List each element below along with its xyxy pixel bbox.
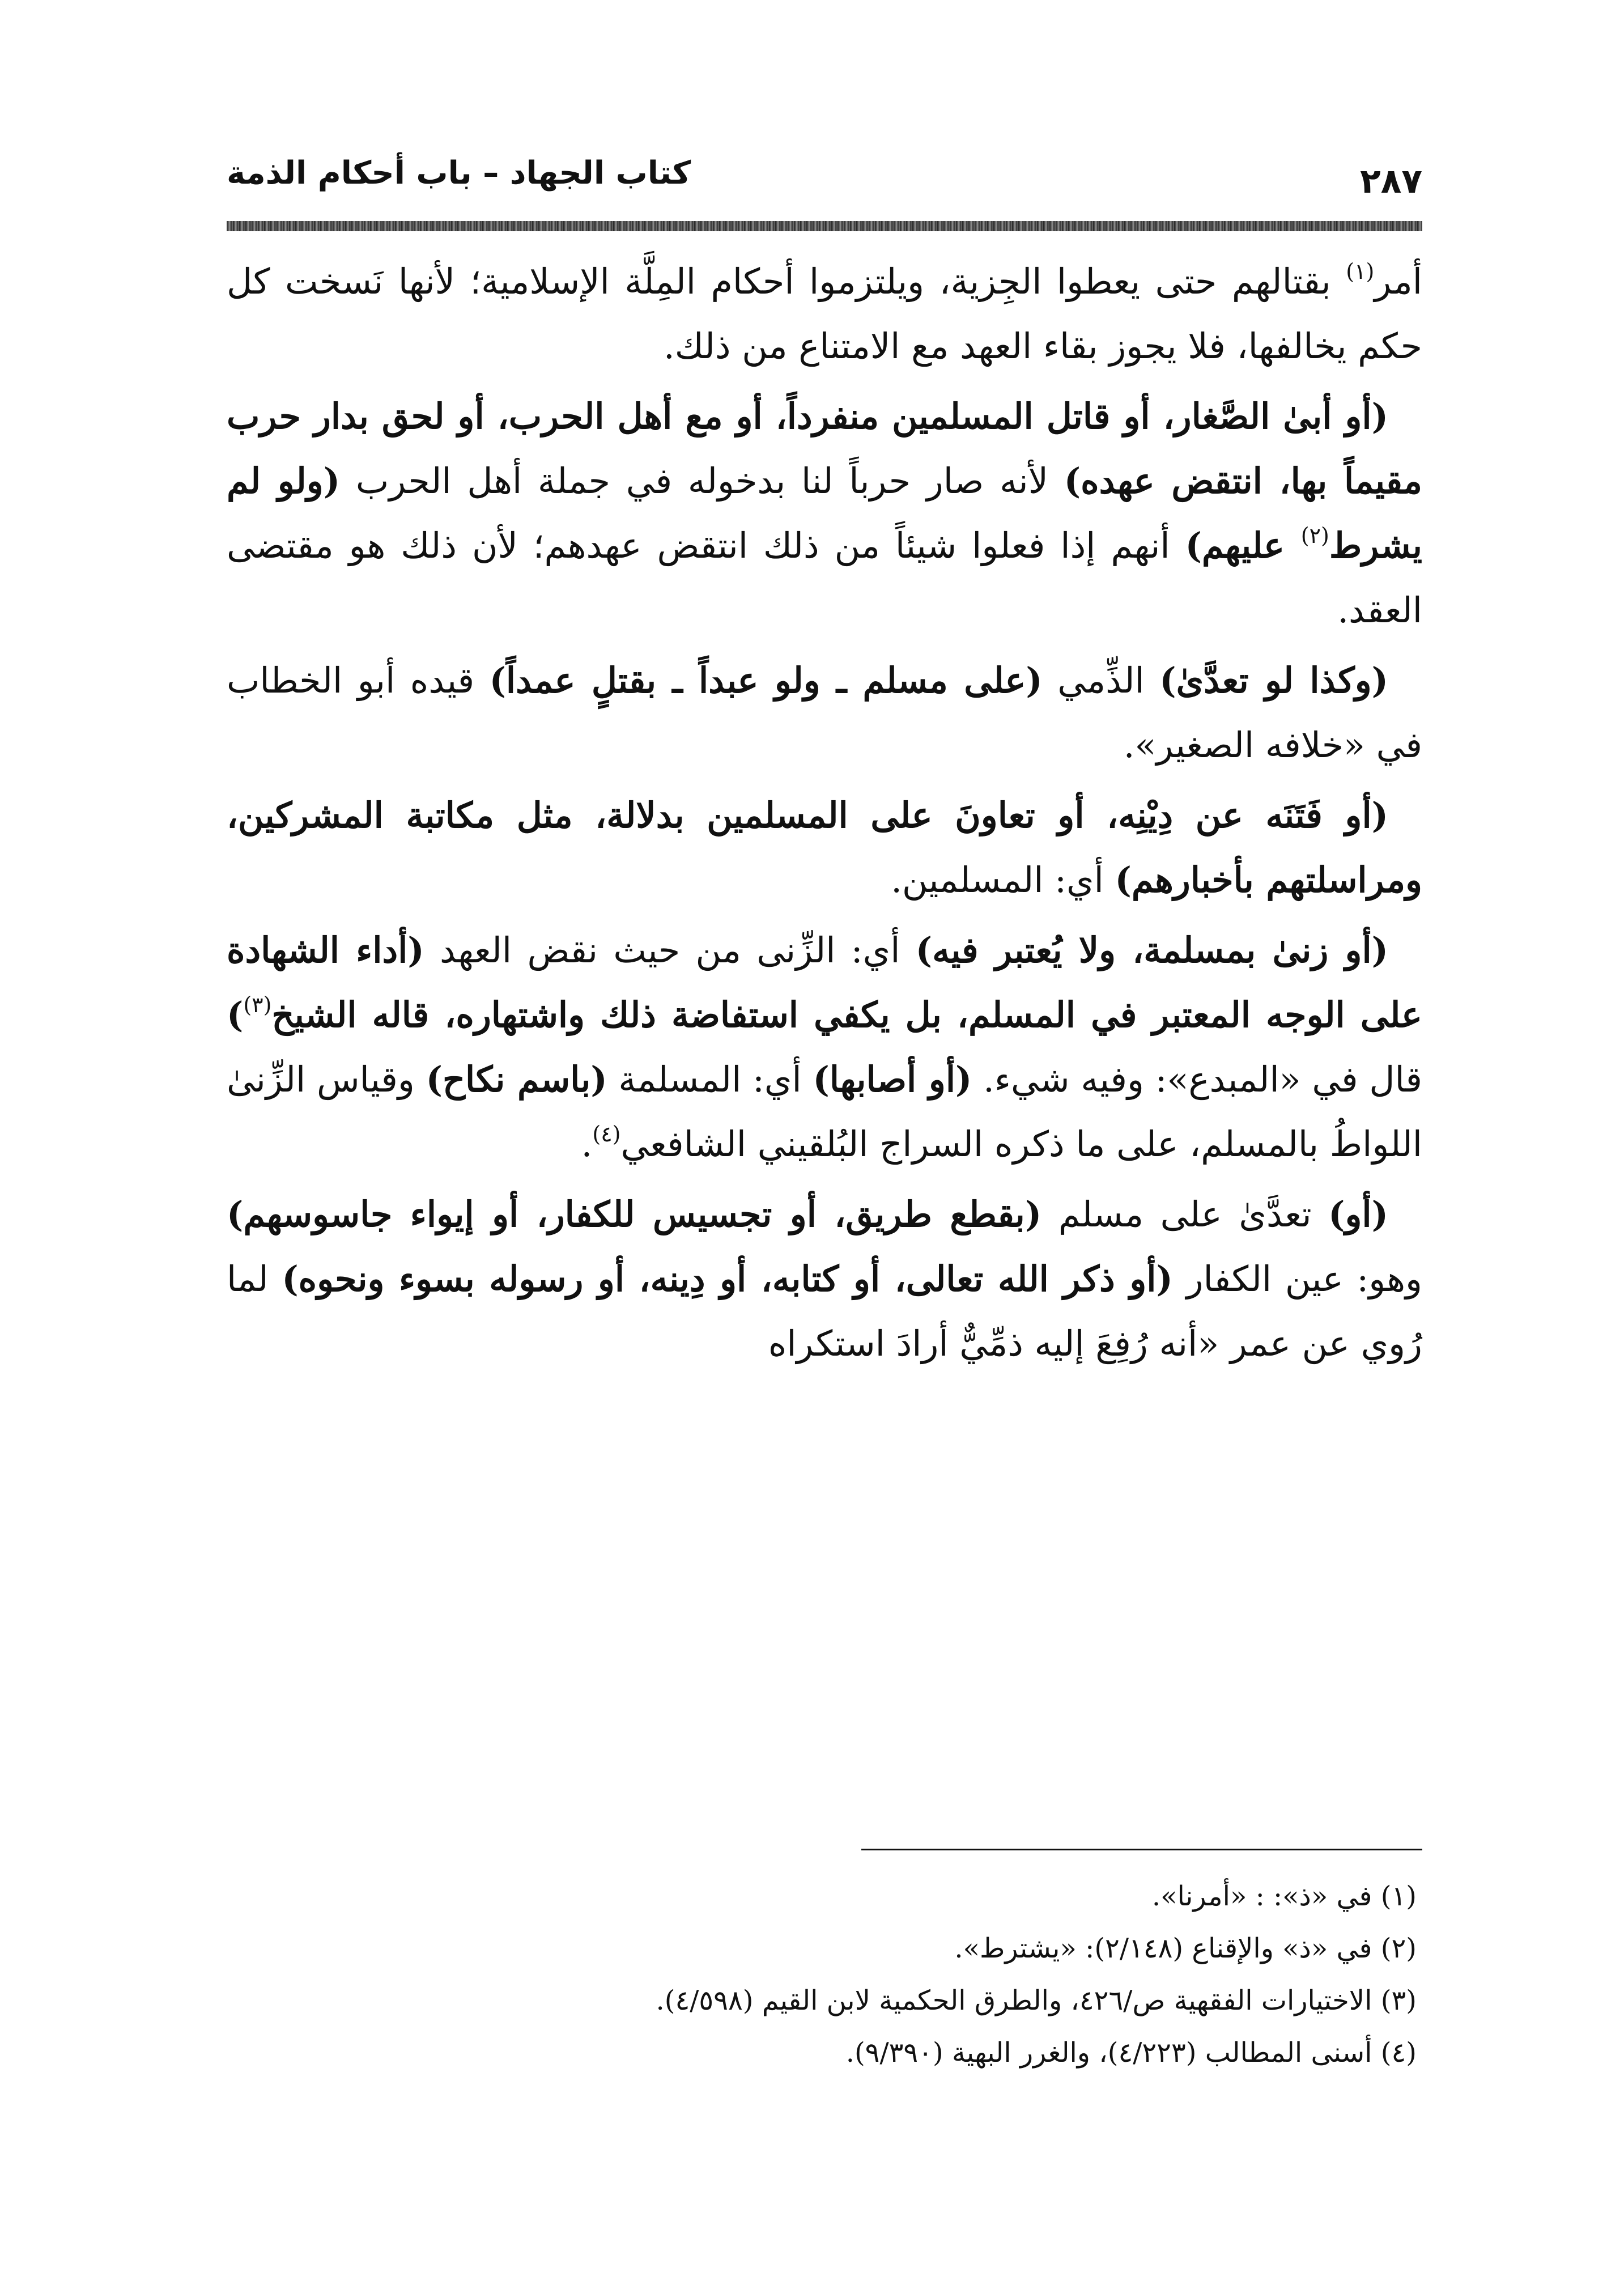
matn-text: (أو زنىٰ بمسلمة، ولا يُعتبر فيه) <box>915 929 1389 971</box>
running-title: كتاب الجهاد – باب أحكام الذمة <box>227 155 691 192</box>
text-run: أي: المسلمين. <box>891 859 1115 901</box>
text-run: أمر <box>1374 261 1422 302</box>
matn-text: (أو أبىٰ الصَّغار، أو قاتل المسلمين منفرداً، أو مع أهل الحرب، أو لحق بدار حرب مقيماً بها، انتقض عهده) <box>227 396 1422 502</box>
footnote-ref-4: (٤) <box>592 1122 621 1146</box>
text-run: لأنه صار حرباً لنا بدخوله في جملة أهل الحرب <box>340 460 1064 502</box>
paragraph-6 <box>227 1182 1422 1376</box>
main-text <box>227 249 1422 1376</box>
text-run: أنهم إذا فعلوا شيئاً من ذلك انتقض عهدهم؛ لأن ذلك هو مقتضى العقد. <box>227 525 1422 631</box>
paragraph-4 <box>227 783 1422 912</box>
paragraph-2 <box>227 384 1422 643</box>
matn-text: (على مسلم ـ ولو عبداً ـ بقتلٍ عمداً) <box>489 660 1043 701</box>
matn-text: (بقطع طريق، أو تجسيس للكفار، أو إيواء جاسوسهم) <box>227 1194 1042 1235</box>
text-run: وقياس الزِّنىٰ اللواطُ بالمسلم، على ما ذكره السراج البُلقيني الشافعي <box>227 1059 1422 1165</box>
matn-text: ) <box>227 994 244 1035</box>
matn-text: (وكذا لو تعدَّىٰ) <box>1159 660 1388 701</box>
text-run: وهو: عين الكفار <box>1172 1258 1422 1300</box>
text-run: قيده أبو الخطاب في «خلافه الصغير». <box>227 660 1422 766</box>
text-run: الذِّمي <box>1042 660 1160 701</box>
matn-text: عليهم) <box>1185 525 1301 566</box>
footnote-1: (١) في «ذ»: : «أمرنا». <box>1151 1880 1417 1912</box>
matn-text: (أو فَتَنَه عن دِيْنِه، أو تعاونَ على المسلمين بدلالة، مثل مكاتبة المشركين، ومراسلتهم بأخبارهم) <box>227 795 1422 901</box>
page-header <box>227 145 1422 213</box>
footnote-2: (٢) في «ذ» والإقناع (٢/١٤٨): «يشترط». <box>954 1933 1417 1964</box>
footnote-separator <box>861 1849 1422 1850</box>
text-run: تعدَّىٰ على مسلم <box>1041 1194 1329 1235</box>
footnote-ref-3: (٣) <box>243 992 272 1017</box>
footnote-4: (٤) أسنى المطالب (٤/٢٢٣)، والغرر البهية (٩/٣٩٠). <box>845 2037 1417 2069</box>
footnote-ref-2: (٢) <box>1300 523 1329 548</box>
text-run: بقتالهم حتى يعطوا الجِزية، ويلتزموا أحكام المِلَّة الإسلامية؛ لأنها نَسخت كل حكم يخالفها، فلا يجوز بقاء العهد مع الامتناع من ذلك. <box>227 261 1422 367</box>
text-run: . <box>581 1123 593 1165</box>
paragraph-5 <box>227 918 1422 1177</box>
matn-text: (أو) <box>1328 1194 1388 1235</box>
header-rule <box>227 221 1422 231</box>
matn-text: (ولو لم يشرط <box>227 460 1422 566</box>
text-run: لما رُوي عن عمر «أنه رُفِعَ إليه ذمِّيٌّ أرادَ استكراه <box>227 1258 1422 1364</box>
page-number: ٢٨٧ <box>1360 162 1422 201</box>
text-run: قال في «المبدع»: وفيه شيء. <box>972 1059 1422 1100</box>
matn-text: (أو ذكر الله تعالى، أو كتابه، أو دِينه، أو رسوله بسوء ونحوه) <box>282 1258 1173 1300</box>
footnote-3: (٣) الاختيارات الفقهية ص/٤٢٦، والطرق الحكمية لابن القيم (٤/٥٩٨). <box>656 1985 1417 2016</box>
text-run: أي: الزِّنى من حيث نقض العهد <box>424 929 916 971</box>
text-run: أي: المسلمة <box>607 1059 813 1100</box>
paragraph-3 <box>227 648 1422 778</box>
matn-text: (باسم نكاح) <box>426 1059 607 1100</box>
footnote-ref-1: (١) <box>1346 259 1375 284</box>
matn-text: (أداء الشهادة على الوجه المعتبر في المسلم، بل يكفي استفاضة ذلك واشتهاره، قاله الشيخ <box>227 929 1422 1035</box>
paragraph-1 <box>227 249 1422 379</box>
matn-text: (أو أصابها) <box>813 1059 972 1100</box>
footnotes <box>227 1870 1422 2079</box>
